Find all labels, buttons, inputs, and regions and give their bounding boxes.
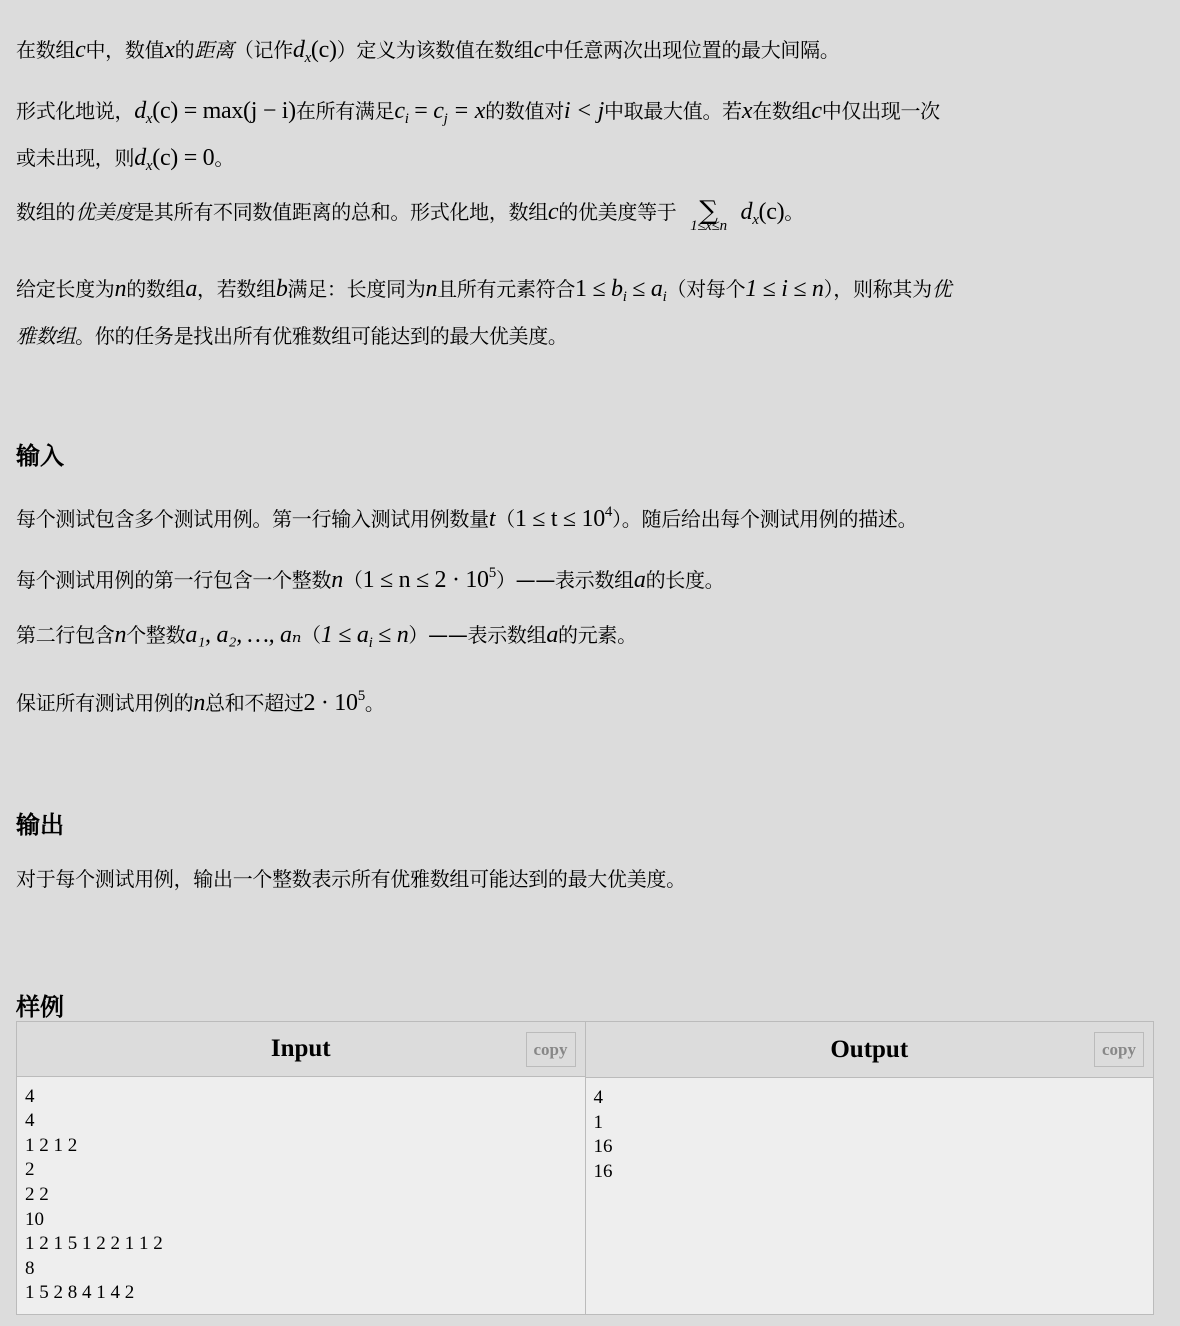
math-subscript: j: [443, 111, 448, 127]
sample-output-title: Output: [830, 1035, 909, 1063]
term-elegant: 优: [931, 277, 952, 301]
math-d: d: [740, 199, 753, 225]
math-a: a: [185, 276, 198, 302]
text: 中，数值: [85, 38, 165, 62]
statement-paragraph-1: [16, 31, 1156, 78]
math-b: b: [611, 276, 623, 302]
math-subscript: x: [752, 212, 759, 228]
output-line: 16: [593, 1160, 613, 1182]
text: ）定义为该数值在数组: [336, 38, 534, 62]
statement-paragraph-3: [16, 193, 1156, 240]
math-c: c: [811, 98, 822, 124]
text: 每个测试用例的第一行包含一个整数: [16, 568, 332, 592]
math-formula: a₁, a₂, …, aₙ: [185, 622, 302, 648]
sum-expression: [676, 193, 740, 232]
input-line: 1 2 1 2: [25, 1134, 78, 1156]
text: 的数组: [126, 277, 186, 301]
math-c: c: [394, 98, 405, 124]
math-x: x: [164, 37, 175, 63]
text: 的数值对: [485, 99, 564, 123]
text: 且所有元素符合: [437, 277, 576, 301]
math-subscript: x: [145, 111, 153, 127]
math-n: n: [114, 276, 127, 302]
math-a: a: [546, 622, 559, 648]
section-title-input: 输入: [16, 442, 64, 470]
sum-icon: ∑: [699, 196, 718, 226]
text: 每个测试包含多个测试用例。第一行输入测试用例数量: [16, 507, 489, 531]
input-line: 10: [25, 1208, 44, 1230]
math-formula: 1 ≤ a: [320, 622, 369, 648]
input-paragraph-1: [16, 493, 1156, 539]
text: 的: [174, 38, 195, 62]
math-d: d: [292, 37, 305, 63]
text: 形式化地说，: [16, 99, 135, 123]
text: 在数组: [16, 38, 76, 62]
text: （对每个: [666, 277, 746, 301]
text: 的优美度等于: [558, 200, 677, 224]
input-line: 8: [25, 1257, 35, 1279]
text: 满足：长度同为: [287, 277, 426, 301]
text: ，若数组: [197, 277, 276, 301]
text: ）。随后给出每个测试用例的描述。: [612, 507, 918, 531]
math-n: n: [425, 276, 438, 302]
text: （记作: [233, 38, 293, 62]
math-formula: 1 ≤ t ≤ 10: [514, 506, 605, 532]
math-superscript: 4: [604, 504, 613, 520]
math-formula: (c) = max(j − i): [152, 98, 296, 124]
math-le: ≤: [626, 276, 651, 302]
text: （: [301, 623, 321, 647]
text: 是其所有不同数值距离的总和。形式化地，数组: [134, 200, 548, 224]
sample-input-header: [17, 1022, 585, 1077]
math-eq: = x: [447, 98, 486, 124]
input-line: 4: [25, 1085, 35, 1107]
text: 个整数: [126, 623, 186, 647]
text: 给定长度为: [16, 277, 115, 301]
math-arg: (c): [758, 199, 785, 225]
text: 中任意两次出现位置的最大间隔。: [544, 38, 840, 62]
math-ilj: i < j: [563, 98, 604, 124]
term-beauty: 优美度: [75, 200, 135, 224]
input-line: 2 2: [25, 1184, 49, 1206]
math-eq: =: [408, 98, 434, 124]
math-superscript: 5: [357, 688, 365, 704]
math-formula: 1 ≤: [575, 276, 612, 302]
math-subscript: i: [662, 289, 667, 305]
math-formula: 2 · 10: [303, 690, 358, 716]
copy-output-button[interactable]: copy: [1094, 1032, 1144, 1067]
math-a: a: [650, 276, 663, 302]
output-line: 16: [593, 1136, 613, 1158]
math-b: b: [275, 276, 288, 302]
copy-input-button[interactable]: copy: [526, 1032, 576, 1067]
math-subscript: i: [368, 635, 373, 651]
math-formula: 1 ≤ i ≤ n: [745, 276, 824, 302]
math-n: n: [114, 622, 127, 648]
text: 。: [214, 146, 235, 170]
text: （: [342, 568, 363, 592]
math-n: n: [331, 567, 343, 593]
section-title-sample: 样例: [16, 993, 64, 1021]
math-formula: (c) = 0: [152, 145, 215, 171]
sample-output-header: [586, 1022, 1154, 1078]
math-t: t: [488, 506, 496, 532]
statement-paragraph-2: [16, 92, 1156, 186]
math-formula: ≤ n: [372, 622, 409, 648]
text: 总和不超过: [205, 691, 304, 715]
text: 的长度。: [645, 568, 725, 592]
term-distance: 距离: [194, 38, 234, 62]
text: 中仅出现一次: [821, 99, 940, 123]
math-d: d: [134, 98, 146, 124]
math-c: c: [433, 98, 444, 124]
text: （: [495, 507, 515, 531]
math-subscript: x: [145, 158, 153, 174]
sample-input-title: Input: [270, 1034, 331, 1062]
text: ），则称其为: [823, 277, 932, 301]
input-paragraph-3: [16, 616, 1156, 663]
sample-input-column: [17, 1022, 585, 1314]
input-paragraph-4: [16, 677, 1156, 723]
input-line: 4: [25, 1110, 35, 1132]
input-line: 1 5 2 8 4 1 4 2: [25, 1282, 135, 1304]
output-line: 1: [593, 1111, 603, 1133]
text: 。你的任务是找出所有优雅数组可能达到的最大优美度。: [75, 324, 568, 348]
text: ）——表示数组: [408, 623, 547, 647]
statement-paragraph-4: [16, 270, 1156, 356]
sample-output-column: [585, 1022, 1154, 1314]
text: 或未出现，则: [16, 146, 135, 170]
input-line: 2: [25, 1159, 35, 1181]
math-c: c: [547, 199, 559, 225]
term-elegant: 雅数组: [16, 324, 76, 348]
section-title-output: 输出: [16, 811, 64, 839]
text: 在所有满足: [295, 99, 395, 123]
sample-output-content[interactable]: [586, 1078, 1154, 1314]
text: 中取最大值。若: [603, 99, 742, 123]
math-arg: (c): [310, 37, 337, 63]
text: 保证所有测试用例的: [16, 691, 194, 715]
sample-test-table: [16, 1021, 1154, 1315]
text: 数组的: [16, 200, 76, 224]
math-n: n: [193, 690, 206, 716]
math-d: d: [134, 145, 146, 171]
sample-input-content[interactable]: [17, 1077, 585, 1314]
input-paragraph-2: [16, 554, 1156, 600]
output-line: 4: [593, 1087, 603, 1108]
text: 。: [784, 200, 804, 224]
text: 的元素。: [558, 623, 637, 647]
input-line: 1 2 1 5 1 2 2 1 1 2: [25, 1233, 163, 1255]
math-c: c: [533, 37, 545, 63]
math-subscript: i: [404, 111, 409, 127]
math-a: a: [633, 567, 646, 593]
text: 。: [364, 691, 385, 715]
math-formula: 1 ≤ n ≤ 2 · 10: [362, 567, 489, 593]
text: 在数组: [752, 99, 812, 123]
math-subscript: i: [622, 289, 627, 305]
math-superscript: 5: [488, 565, 496, 581]
output-paragraph: 对于每个测试用例，输出一个整数表示所有优雅数组可能达到的最大优美度。: [16, 867, 686, 891]
text: ）——表示数组: [495, 568, 634, 592]
math-c: c: [75, 37, 86, 63]
text: 第二行包含: [16, 623, 115, 647]
math-x: x: [741, 98, 753, 124]
math-subscript: x: [304, 50, 311, 66]
sum-limits: 1≤x≤n: [690, 218, 727, 234]
